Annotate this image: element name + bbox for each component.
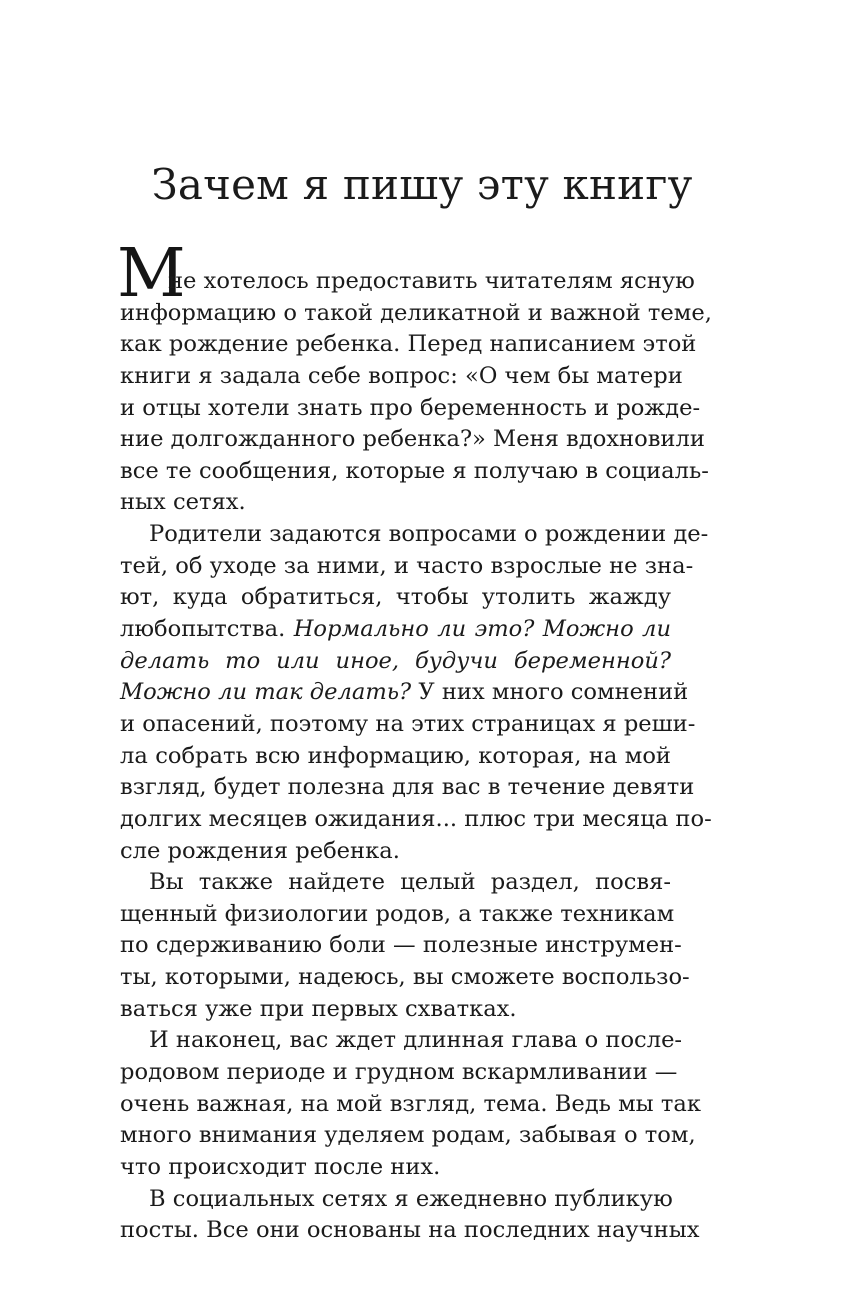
body-line: все те сообщения, которые я получаю в социаль- [120, 457, 709, 484]
body-line [120, 677, 689, 709]
body-line: посты. Все они основаны на последних научных [120, 1217, 700, 1244]
body-line: много внимания уделяем родам, забывая о том, [120, 1122, 696, 1149]
body-line: щенный физиологии родов, а также техникам [120, 900, 675, 927]
body-line: И наконец, вас ждет длинная глава о после- [149, 1027, 683, 1054]
body-line: ние долгожданного ребенка?» Меня вдохновили [120, 426, 705, 453]
body-line: В социальных сетях я ежедневно публикую [149, 1185, 673, 1212]
body-line: и опасений, поэтому на этих страницах я реши- [120, 710, 696, 737]
body-line: ла собрать всю информацию, которая, на мой [120, 742, 671, 769]
body-line: взгляд, будет полезна для вас в течение девяти [120, 774, 695, 801]
body-line: родовом периоде и грудном вскармливании — [120, 1059, 678, 1086]
body-line: как рождение ребенка. Перед написанием этой [120, 331, 697, 358]
body-line: Вы также найдете целый раздел, посвя- [149, 869, 671, 896]
body-line: сле рождения ребенка. [120, 837, 400, 864]
body-line: ты, которыми, надеюсь, вы сможете воспользо- [120, 964, 690, 991]
roman-text: любопытства. [120, 616, 286, 643]
chapter-body [120, 266, 712, 1247]
body-line-first: не хотелось предоставить читателям ясную [168, 268, 695, 294]
drop-cap: М [117, 234, 186, 312]
body-line [120, 614, 671, 646]
body-line: и отцы хотели знать про беременность и рожде- [120, 394, 701, 421]
body-line: очень важная, на мой взгляд, тема. Ведь мы так [120, 1090, 701, 1117]
body-line: Родители задаются вопросами о рождении де- [149, 521, 709, 548]
body-line: долгих месяцев ожидания... плюс три месяца по- [120, 805, 712, 832]
roman-text: У них много сомнений [418, 679, 689, 706]
body-line: информацию о такой деликатной и важной теме, [120, 299, 712, 326]
body-line: делать то или иное, будучи беременной? [120, 647, 671, 674]
body-line: по сдерживанию боли — полезные инструмен- [120, 932, 682, 959]
body-line: что происходит после них. [120, 1153, 441, 1180]
italic-question: Нормально ли это? Можно ли [293, 616, 671, 643]
body-line: книги я задала себе вопрос: «О чем бы матери [120, 362, 683, 389]
chapter-title: Зачем я пишу эту книгу [151, 160, 693, 209]
body-line: ют, куда обратиться, чтобы утолить жажду [120, 584, 671, 611]
italic-question: Можно ли так делать? [120, 679, 412, 706]
body-line: ваться уже при первых схватках. [120, 995, 517, 1022]
body-line: тей, об уходе за ними, и часто взрослые не зна- [120, 552, 694, 579]
body-line: ных сетях. [120, 489, 246, 516]
